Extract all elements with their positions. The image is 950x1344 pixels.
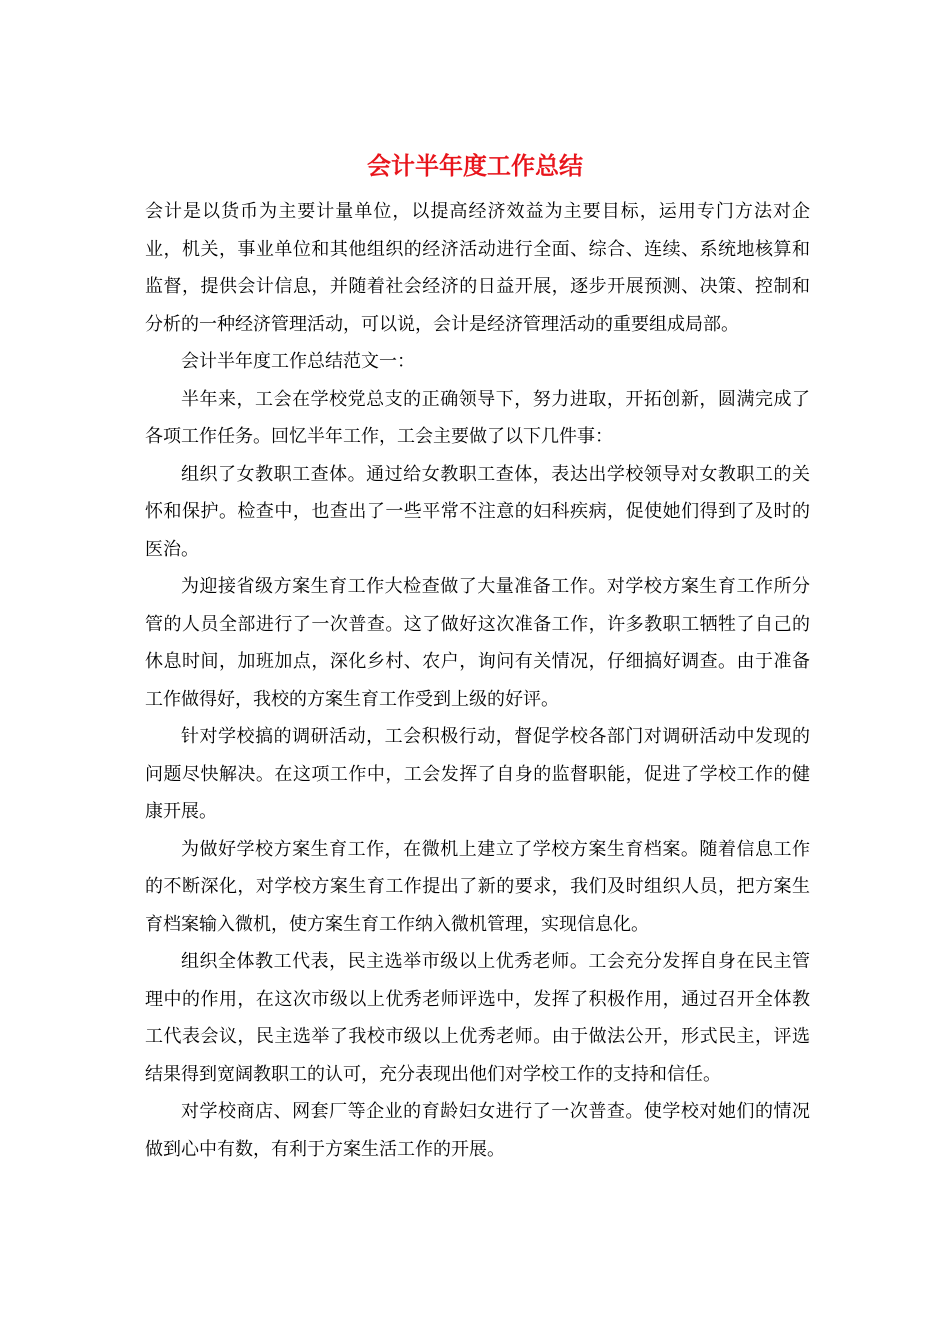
paragraph-teacher-election: 组织全体教工代表，民主选举市级以上优秀老师。工会充分发挥自身在民主管理中的作用，在这次市级以上优秀老师评选中，发挥了积极作用，通过召开全体教工代表会议，民主选举了我校市级以上优秀老师。由于做法公开，形式民主，评选结果得到宽阔教职工的认可，充分表现出他们对学校工作的支持和信任。 — [145, 951, 810, 1085]
paragraph-sample-heading: 会计半年度工作总结范文一： — [181, 351, 415, 372]
paragraph-health-check: 组织了女教职工查体。通过给女教职工查体，表达出学校领导对女教职工的关怀和保护。检查中，也查出了一些平常不注意的妇科疾病，促使她们得到了及时的医治。 — [145, 463, 810, 560]
paragraph-computer-archive: 为做好学校方案生育工作，在微机上建立了学校方案生育档案。随着信息工作的不断深化，对学校方案生育工作提出了新的要求，我们及时组织人员，把方案生育档案输入微机，使方案生育工作纳入微机管理，实现信息化。 — [145, 838, 810, 935]
paragraph-survey: 对学校商店、网套厂等企业的育龄妇女进行了一次普查。使学校对她们的情况做到心中有数，有利于方案生活工作的开展。 — [145, 1101, 810, 1160]
paragraph-intro: 会计是以货币为主要计量单位，以提高经济效益为主要目标，运用专门方法对企业，机关，事业单位和其他组织的经济活动进行全面、综合、连续、系统地核算和监督，提供会计信息，并随着社会经济的日益开展，逐步开展预测、决策、控制和分析的一种经济管理活动，可以说，会计是经济管理活动的重要组成局部。 — [145, 201, 810, 335]
paragraph-overview: 半年来，工会在学校党总支的正确领导下，努力进取，开拓创新，圆满完成了各项工作任务。回忆半年工作，工会主要做了以下几件事： — [145, 388, 810, 447]
paragraph-research: 针对学校搞的调研活动，工会积极行动，督促学校各部门对调研活动中发现的问题尽快解决。在这项工作中，工会发挥了自身的监督职能，促进了学校工作的健康开展。 — [145, 726, 810, 822]
paragraph-inspection-prep: 为迎接省级方案生育工作大检查做了大量准备工作。对学校方案生育工作所分管的人员全部进行了一次普查。这了做好这次准备工作，许多教职工牺牲了自己的休息时间，加班加点，深化乡村、农户，询问有关情况，仔细搞好调查。由于准备工作做得好，我校的方案生育工作受到上级的好评。 — [145, 576, 810, 710]
document-body — [145, 193, 810, 1168]
document-title: 会计半年度工作总结 — [367, 151, 583, 180]
